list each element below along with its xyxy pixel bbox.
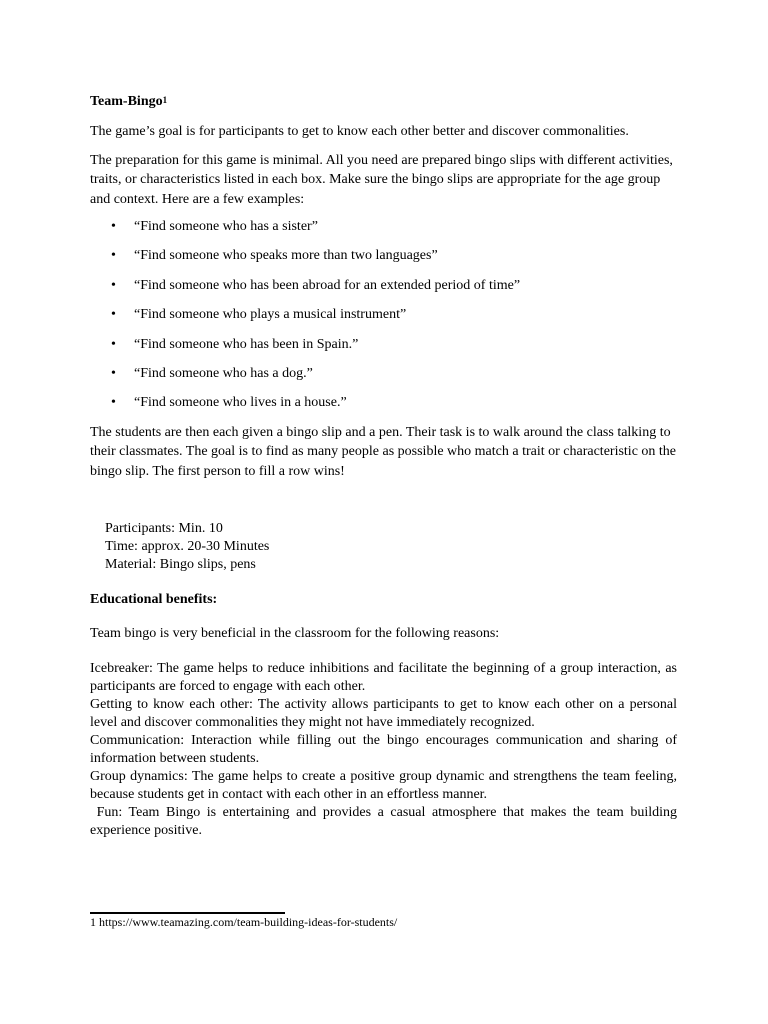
material-line: Material: Bingo slips, pens	[105, 557, 256, 573]
footnote[interactable]: 1 https://www.teamazing.com/team-building-ideas-for-students/	[90, 915, 398, 929]
page-title	[90, 93, 677, 111]
list-item	[90, 305, 677, 334]
list-item	[90, 217, 677, 246]
list-item-text: “Find someone who plays a musical instrument”	[134, 307, 407, 323]
benefit-getting-to-know: Getting to know each other: The activity allows participants to get to know each other on a personal level and discover commonalities they might not have immediately recognized.	[90, 697, 677, 731]
list-item-text: “Find someone who speaks more than two languages”	[134, 248, 438, 264]
bullet-icon: •	[111, 248, 116, 264]
list-item	[90, 246, 677, 275]
benefits-intro: Team bingo is very beneficial in the classroom for the following reasons:	[90, 626, 500, 642]
examples-list	[90, 217, 677, 423]
goal-paragraph: The game’s goal is for participants to get to know each other better and discover commonalities.	[90, 124, 629, 139]
page-content	[90, 93, 681, 840]
list-item	[90, 276, 677, 305]
list-item	[90, 393, 677, 422]
bullet-icon: •	[111, 219, 116, 234]
footnote-reference[interactable]: 1	[162, 95, 168, 105]
list-item-text: “Find someone who has a sister”	[134, 219, 318, 234]
benefit-group-dynamics: Group dynamics: The game helps to create a positive group dynamic and strengthens the team feeling, because students get in contact with each other in an effortless manner.	[90, 769, 677, 803]
game-details	[90, 520, 677, 574]
benefit-icebreaker: Icebreaker: The game helps to reduce inhibitions and facilitate the beginning of a group interaction, as participants are forced to engage with each other.	[90, 661, 677, 695]
benefits-list	[90, 660, 681, 840]
list-item	[90, 364, 677, 393]
title-text: Team-Bingo	[90, 94, 163, 109]
bullet-icon: •	[111, 365, 116, 381]
list-item	[90, 335, 677, 364]
preparation-paragraph: The preparation for this game is minimal. All you need are prepared bingo slips with different activities, traits, or characteristics listed in each box. Make sure the bingo slips are appropriate for the age group and context. Here are a few examples:	[90, 152, 673, 207]
footnote-divider	[90, 912, 285, 914]
time-line: Time: approx. 20-30 Minutes	[105, 539, 270, 555]
benefit-fun: Fun: Team Bingo is entertaining and provides a casual atmosphere that makes the team building experience positive.	[90, 805, 681, 839]
bullet-icon: •	[111, 277, 116, 293]
bullet-icon: •	[111, 307, 116, 323]
task-paragraph: The students are then each given a bingo slip and a pen. Their task is to walk around the class talking to their classmates. The goal is to find as many people as possible who match a trait or characteristic on the bingo slip. The first person to fill a row wins!	[90, 424, 677, 479]
bullet-icon: •	[111, 336, 116, 352]
list-item-text: “Find someone who lives in a house.”	[134, 395, 347, 411]
list-item-text: “Find someone who has been abroad for an extended period of time”	[134, 277, 521, 293]
list-item-text: “Find someone who has been in Spain.”	[134, 336, 359, 352]
bullet-icon: •	[111, 395, 116, 411]
list-item-text: “Find someone who has a dog.”	[134, 365, 313, 381]
educational-benefits-heading: Educational benefits:	[90, 592, 218, 608]
participants-line: Participants: Min. 10	[105, 521, 223, 537]
benefit-communication: Communication: Interaction while filling out the bingo encourages communication and sharing of information between students.	[90, 733, 677, 767]
